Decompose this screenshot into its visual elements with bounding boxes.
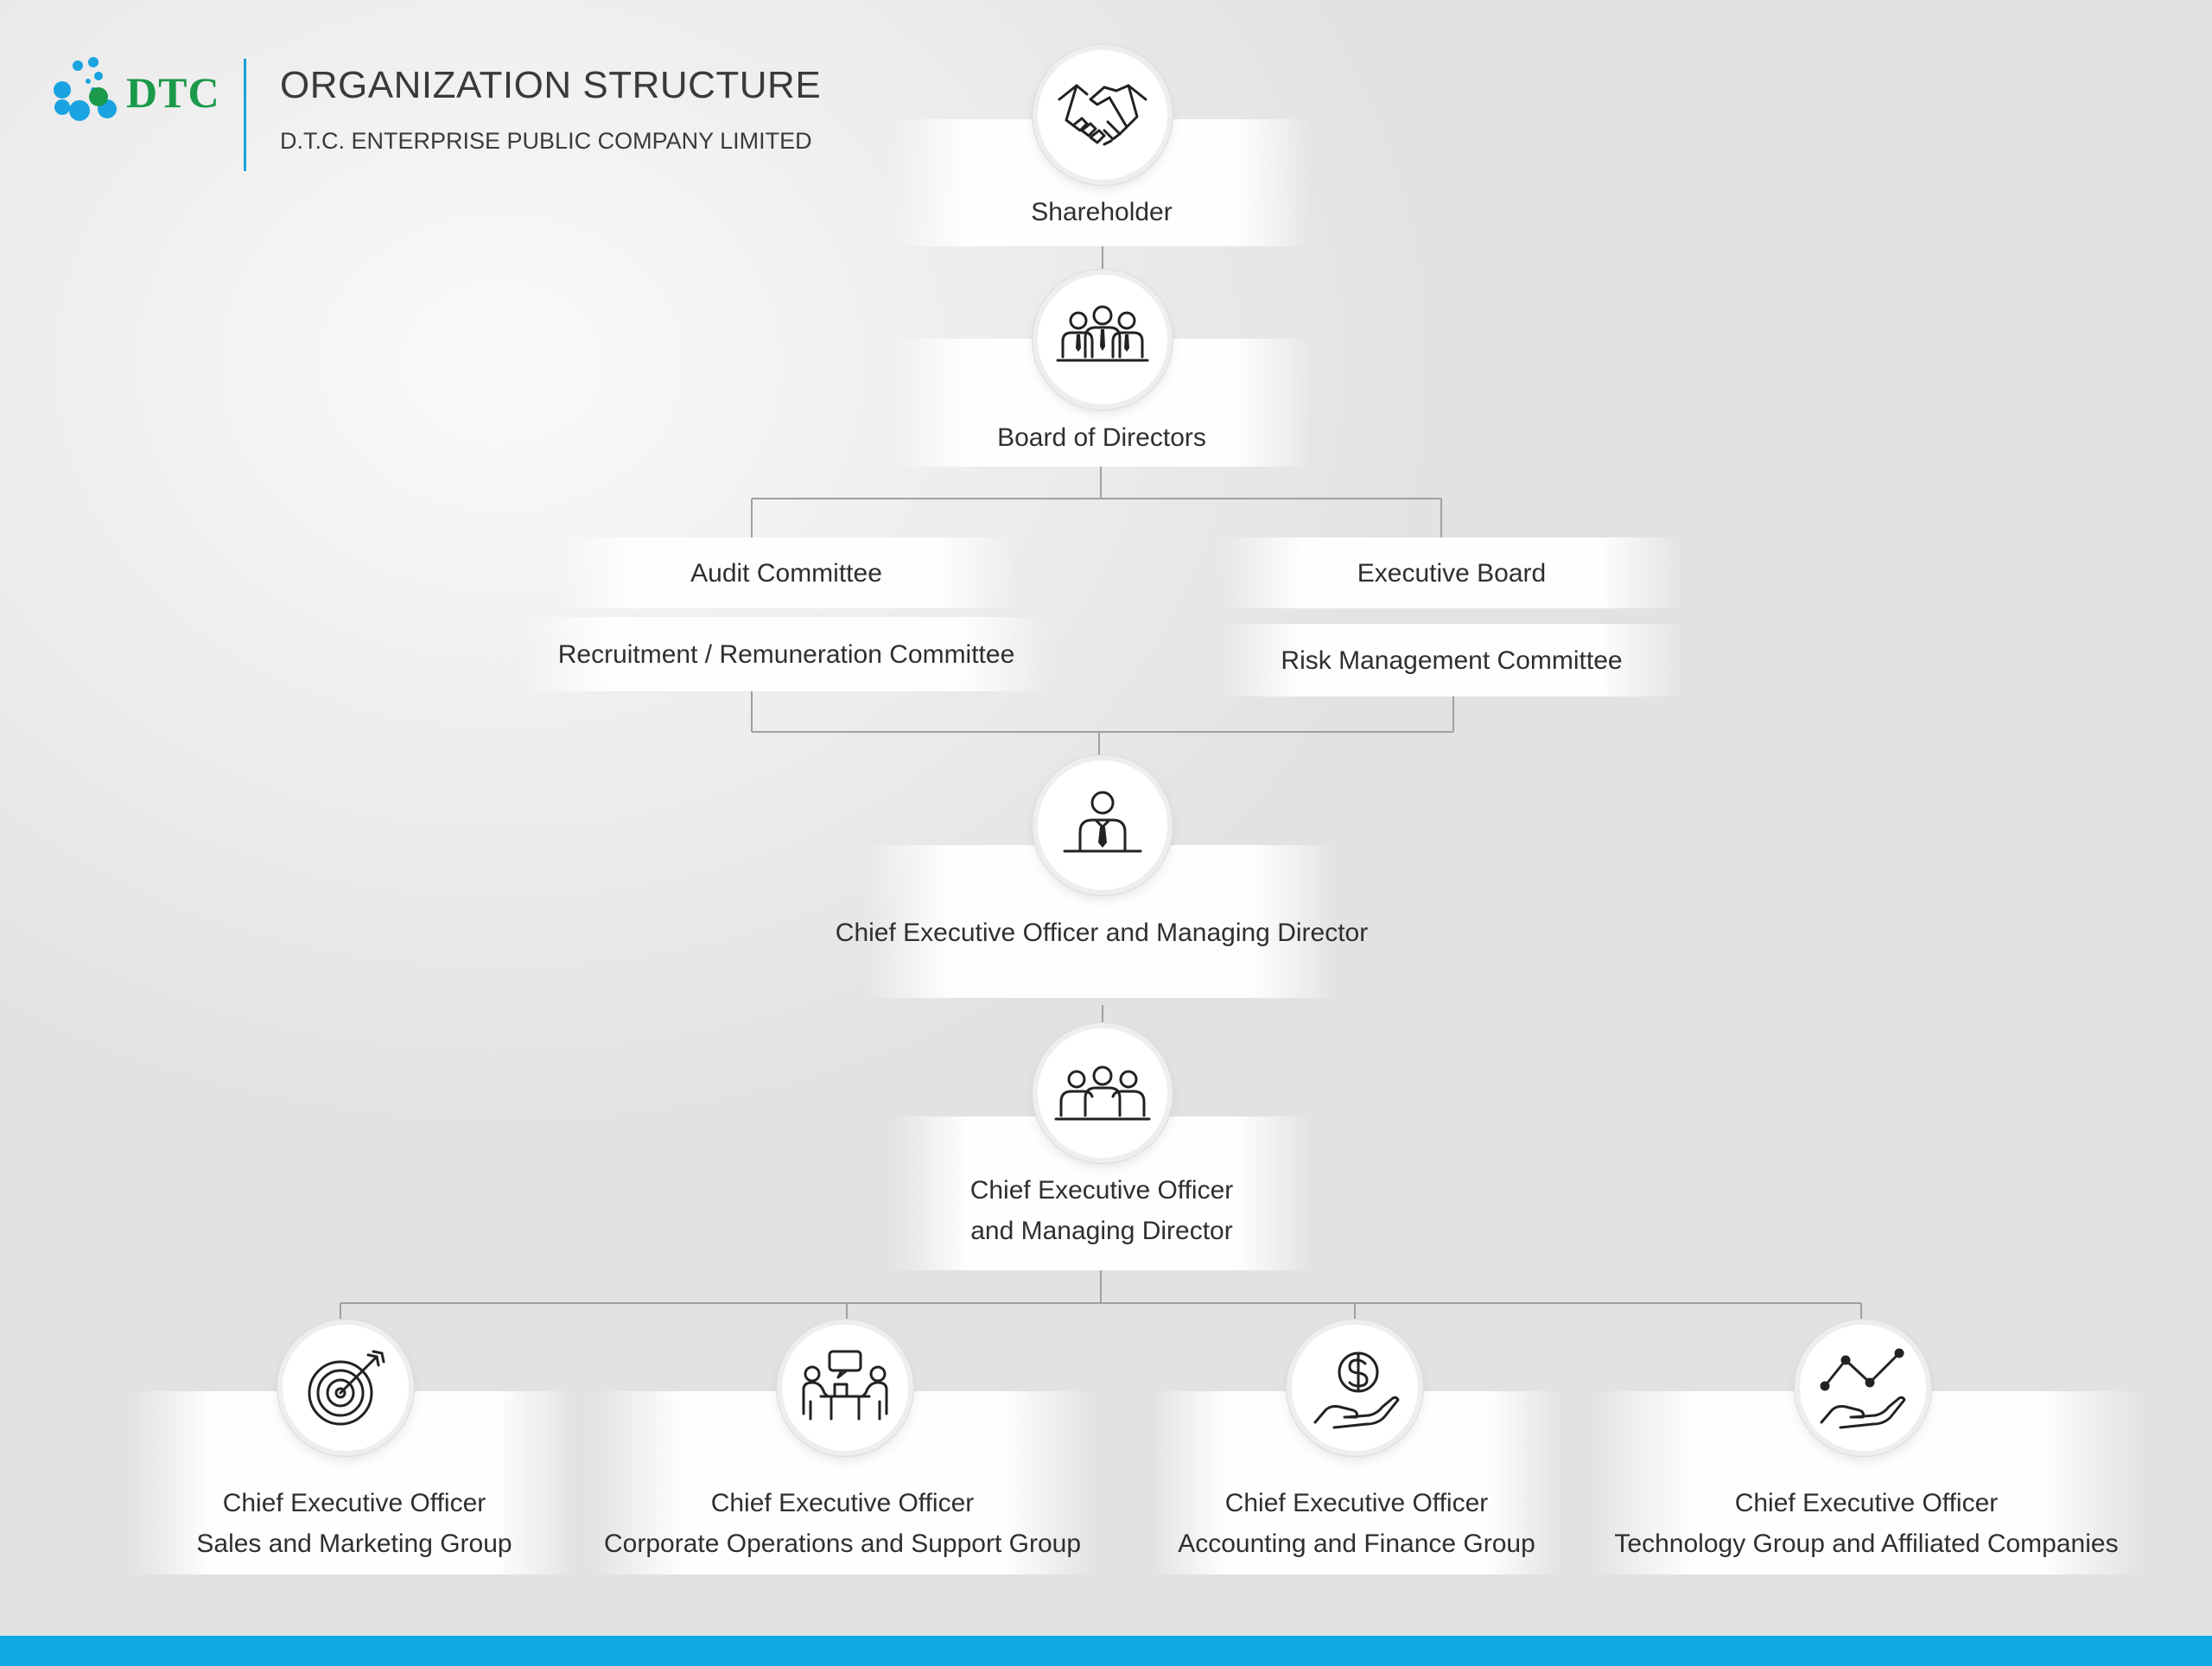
target-icon [290, 1332, 401, 1443]
board-label: Board of Directors [997, 423, 1206, 452]
group-technology-node [1800, 1325, 1926, 1451]
group-operations-line2: Corporate Operations and Support Group [604, 1529, 1081, 1558]
audit-committee-label: Audit Committee [690, 558, 882, 588]
recruitment-committee-plate [518, 617, 1054, 691]
group-operations-line1: Chief Executive Officer [710, 1489, 975, 1517]
shareholder-node [1038, 50, 1167, 180]
executive-board-plate [1218, 537, 1685, 608]
meeting-icon [790, 1332, 900, 1443]
shareholder-label: Shareholder [1031, 198, 1173, 226]
logo-wordmark: DTC [126, 68, 220, 117]
team-icon [1047, 1038, 1158, 1148]
executive-board-label: Executive Board [1357, 558, 1547, 588]
group-sales-line1: Chief Executive Officer [222, 1489, 486, 1517]
board-group-icon [1047, 284, 1158, 395]
ceo-md-2-node [1038, 1028, 1167, 1158]
board-node [1038, 275, 1167, 404]
group-finance-node [1292, 1325, 1418, 1451]
group-finance-line2: Accounting and Finance Group [1178, 1529, 1535, 1558]
recruitment-committee-label: Recruitment / Remuneration Committee [557, 639, 1015, 669]
group-technology-line2: Technology Group and Affiliated Companies [1614, 1529, 2119, 1558]
audit-committee-plate [553, 537, 1020, 608]
ceo-md-2-line2: and Managing Director [970, 1217, 1233, 1245]
risk-committee-label: Risk Management Committee [1281, 645, 1623, 675]
group-sales-line2: Sales and Marketing Group [196, 1529, 512, 1558]
group-technology-line1: Chief Executive Officer [1734, 1489, 1999, 1517]
group-finance-line1: Chief Executive Officer [1224, 1489, 1489, 1517]
group-sales-node [283, 1325, 409, 1451]
money-hand-icon [1300, 1332, 1410, 1443]
bottom-accent-bar [0, 1636, 2212, 1666]
risk-committee-plate [1218, 624, 1685, 696]
page-subtitle: D.T.C. ENTERPRISE PUBLIC COMPANY LIMITED [280, 128, 812, 154]
executive-icon [1047, 770, 1158, 881]
page-title: ORGANIZATION STRUCTURE [280, 64, 822, 106]
handshake-icon [1047, 60, 1158, 170]
group-operations-node [782, 1325, 908, 1451]
ceo-md-node [1038, 760, 1167, 890]
ceo-md-2-line1: Chief Executive Officer [969, 1176, 1234, 1205]
growth-hand-icon [1808, 1332, 1918, 1443]
ceo-md-label: Chief Executive Officer and Managing Director [835, 919, 1369, 947]
